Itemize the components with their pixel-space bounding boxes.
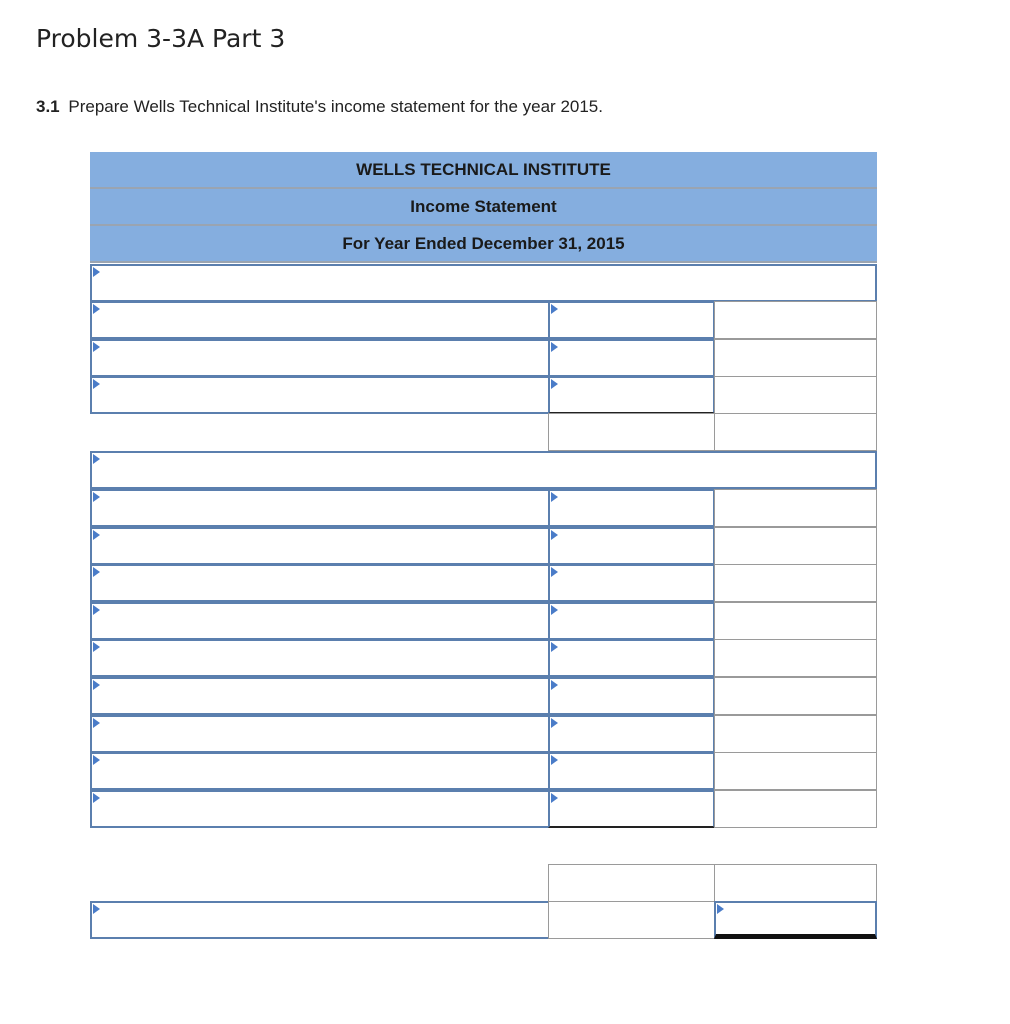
account-dropdown-3[interactable] (90, 376, 550, 414)
total-input-1[interactable] (714, 301, 877, 339)
blank-cell-b-2 (714, 864, 877, 902)
net-income-spacer (548, 901, 715, 939)
problem-title: Problem 3-3A Part 3 (36, 24, 286, 53)
statement-company-name: WELLS TECHNICAL INSTITUTE (90, 152, 877, 189)
total-input-11[interactable] (714, 752, 877, 790)
account-dropdown-5[interactable] (90, 527, 550, 565)
amount-dropdown-12[interactable] (548, 790, 715, 828)
blank-cell-a-2 (548, 864, 715, 902)
amount-dropdown-5[interactable] (548, 527, 715, 565)
account-dropdown-7[interactable] (90, 602, 550, 640)
total-input-3[interactable] (714, 376, 877, 414)
total-input-12[interactable] (714, 790, 877, 828)
statement-period: For Year Ended December 31, 2015 (90, 226, 877, 263)
account-dropdown-6[interactable] (90, 564, 550, 602)
account-dropdown-11[interactable] (90, 752, 550, 790)
total-input-7[interactable] (714, 602, 877, 640)
amount-dropdown-6[interactable] (548, 564, 715, 602)
total-input-10[interactable] (714, 715, 877, 753)
account-dropdown-2[interactable] (90, 339, 550, 377)
blank-cell-b-1 (714, 413, 877, 451)
question-text: Prepare Wells Technical Institute's income statement for the year 2015. (68, 97, 603, 116)
amount-dropdown-7[interactable] (548, 602, 715, 640)
account-dropdown-8[interactable] (90, 639, 550, 677)
account-dropdown-1[interactable] (90, 301, 550, 339)
account-dropdown-4[interactable] (90, 489, 550, 527)
amount-dropdown-1[interactable] (548, 301, 715, 339)
question (36, 97, 603, 117)
account-dropdown-9[interactable] (90, 677, 550, 715)
amount-dropdown-8[interactable] (548, 639, 715, 677)
amount-dropdown-4[interactable] (548, 489, 715, 527)
section-heading-dropdown-2[interactable] (90, 451, 877, 489)
total-input-9[interactable] (714, 677, 877, 715)
net-income-label-dropdown[interactable] (90, 901, 550, 939)
blank-cell-a-1 (548, 413, 715, 451)
statement-title: Income Statement (90, 189, 877, 226)
net-income-amount-dropdown[interactable] (714, 901, 877, 939)
amount-dropdown-11[interactable] (548, 752, 715, 790)
question-number: 3.1 (36, 97, 60, 116)
amount-dropdown-2[interactable] (548, 339, 715, 377)
amount-dropdown-10[interactable] (548, 715, 715, 753)
total-input-8[interactable] (714, 639, 877, 677)
total-input-2[interactable] (714, 339, 877, 377)
total-input-6[interactable] (714, 564, 877, 602)
total-input-4[interactable] (714, 489, 877, 527)
total-input-5[interactable] (714, 527, 877, 565)
amount-dropdown-9[interactable] (548, 677, 715, 715)
section-heading-dropdown-1[interactable] (90, 264, 877, 302)
account-dropdown-12[interactable] (90, 790, 550, 828)
amount-dropdown-3[interactable] (548, 376, 715, 414)
account-dropdown-10[interactable] (90, 715, 550, 753)
